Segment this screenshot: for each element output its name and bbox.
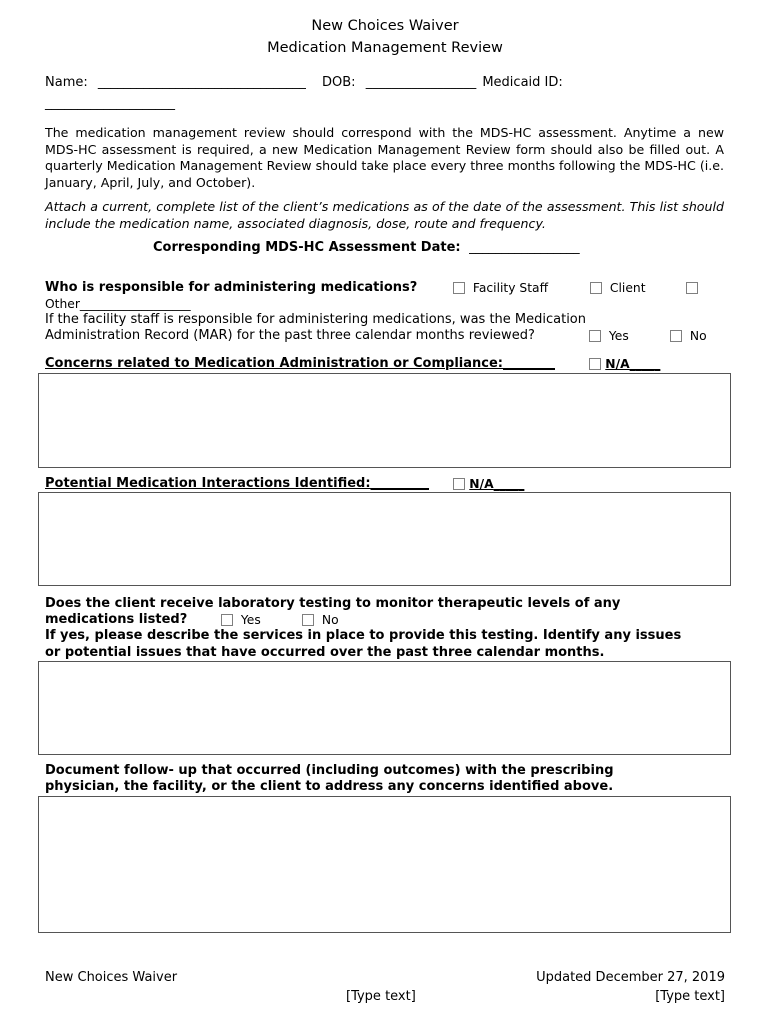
lab-question-row [45, 612, 187, 627]
interactions-na-checkbox[interactable] [453, 478, 465, 490]
followup-line2: physician, the facility, or the client to address any concerns identified above. [45, 779, 614, 794]
other-checkbox[interactable] [686, 282, 698, 294]
mar-question-line2: Administration Record (MAR) for the past three calendar months reviewed? [45, 328, 535, 343]
interactions-na-label: N/A [469, 477, 494, 491]
concerns-na-trail: _____ [629, 357, 661, 371]
name-label: Name: [45, 75, 88, 90]
client-label: Client [609, 281, 646, 295]
followup-textbox[interactable] [38, 796, 731, 933]
medicaid-id-field[interactable]: ____________________ [45, 96, 175, 111]
responsibility-row [45, 280, 417, 295]
other-label: Other [45, 297, 80, 311]
concerns-na-option[interactable] [589, 357, 660, 371]
lab-followup-line1: If yes, please describe the services in place to provide this testing. Identify any issues [45, 628, 682, 643]
followup-line1: Document follow- up that occurred (including outcomes) with the prescribing [45, 763, 614, 778]
interactions-heading: Potential Medication Interactions Identified: [45, 476, 371, 491]
medicaid-id-label: Medicaid ID: [482, 75, 563, 90]
mar-no-option[interactable] [670, 329, 707, 343]
dob-field[interactable]: _________________ [365, 75, 477, 90]
footer-updated-date: Updated December 27, 2019 [536, 970, 725, 985]
mar-yes-option[interactable] [589, 329, 629, 343]
client-checkbox[interactable] [590, 282, 602, 294]
form-title: New Choices Waiver [311, 18, 459, 34]
dob-label: DOB: [322, 75, 356, 90]
assessment-date-field[interactable]: _________________ [469, 240, 580, 255]
lab-question-line1: Does the client receive laboratory testing to monitor therapeutic levels of any [45, 596, 621, 611]
interactions-na-trail: _____ [493, 477, 525, 491]
form-subtitle: Medication Management Review [267, 40, 503, 56]
other-row [45, 297, 191, 311]
intro-paragraph: The medication management review should correspond with the MDS-HC assessment. Anytime a new MDS-HC assessment is required, a new Medication Management Review form should also be filled out. A quarterly Medication Management Review should take place every three months following the MDS-HC (i.e. January, April, July, and October). [45, 125, 724, 190]
assessment-date-label: Corresponding MDS-HC Assessment Date: [153, 240, 461, 255]
footer-center-placeholder[interactable]: [Type text] [346, 989, 416, 1004]
attach-instruction: Attach a current, complete list of the client’s medications as of the date of the assessment. This list should include the medication name, associated diagnosis, dose, route and frequency. [45, 199, 724, 231]
concerns-na-label: N/A [605, 357, 630, 371]
facility-staff-label: Facility Staff [472, 281, 549, 295]
concerns-textbox[interactable] [38, 373, 731, 468]
lab-question-line2: medications listed? [45, 612, 188, 627]
mar-yes-label: Yes [608, 329, 629, 343]
facility-staff-option[interactable] [453, 281, 548, 295]
lab-no-label: No [321, 613, 339, 627]
name-field[interactable]: ________________________________ [97, 75, 306, 90]
concerns-heading-trail: ________ [503, 356, 555, 371]
client-option[interactable] [590, 281, 646, 295]
lab-yes-checkbox[interactable] [221, 614, 233, 626]
mar-no-label: No [689, 329, 707, 343]
lab-followup-line2: or potential issues that have occurred over the past three calendar months. [45, 645, 605, 660]
concerns-heading-row [45, 356, 555, 371]
interactions-heading-row [45, 476, 429, 491]
mar-question-line1: If the facility staff is responsible for administering medications, was the Medication [45, 312, 586, 327]
interactions-textbox[interactable] [38, 492, 731, 586]
mar-yes-checkbox[interactable] [589, 330, 601, 342]
interactions-na-option[interactable] [453, 477, 524, 491]
lab-yes-label: Yes [240, 613, 261, 627]
identity-row [45, 75, 563, 90]
footer-left: New Choices Waiver [45, 970, 178, 985]
other-option[interactable] [686, 281, 698, 295]
footer-right-placeholder[interactable]: [Type text] [655, 989, 725, 1004]
lab-no-checkbox[interactable] [302, 614, 314, 626]
concerns-heading: Concerns related to Medication Administration or Compliance: [45, 356, 503, 371]
lab-yes-option[interactable] [221, 613, 261, 627]
concerns-na-checkbox[interactable] [589, 358, 601, 370]
responsibility-question: Who is responsible for administering medications? [45, 280, 418, 295]
interactions-heading-trail: _________ [370, 476, 430, 491]
assessment-date-row [153, 240, 580, 255]
lab-textbox[interactable] [38, 661, 731, 755]
lab-no-option[interactable] [302, 613, 339, 627]
other-field[interactable]: __________________ [79, 297, 191, 311]
facility-staff-checkbox[interactable] [453, 282, 465, 294]
mar-no-checkbox[interactable] [670, 330, 682, 342]
